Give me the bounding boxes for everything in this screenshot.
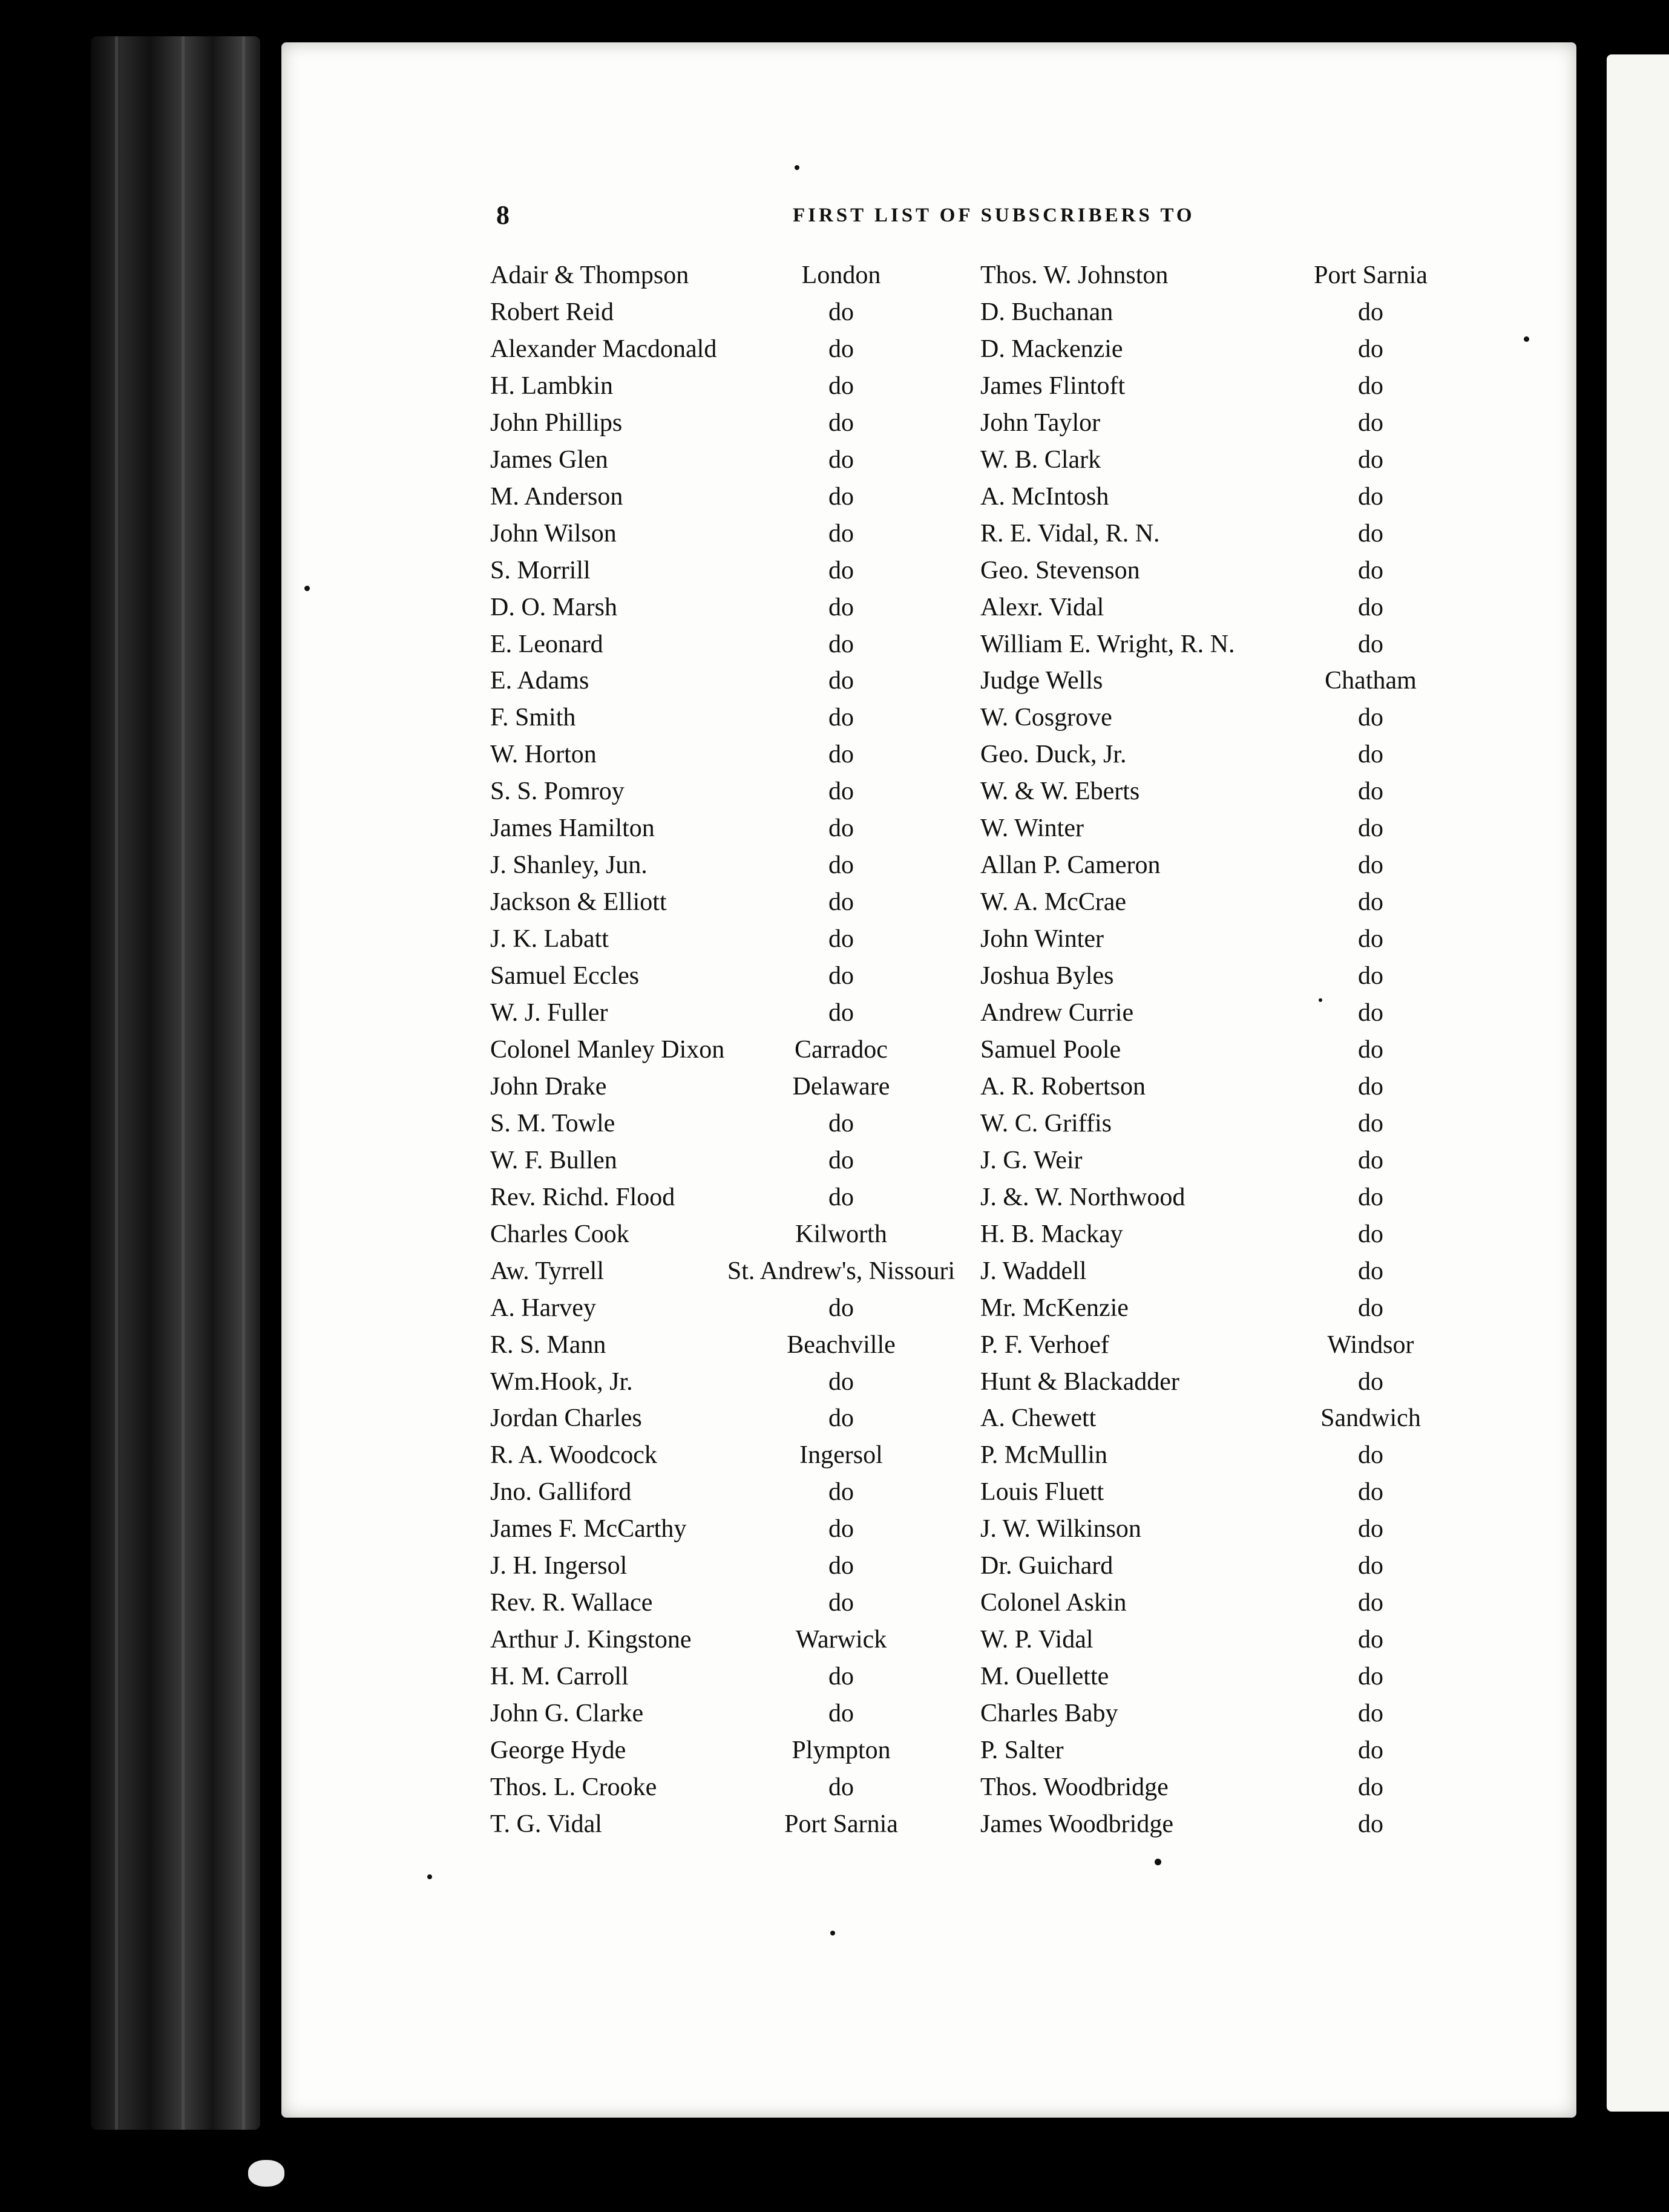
ink-speck <box>1319 998 1322 1002</box>
subscriber-name: Rev. R. Wallace <box>490 1589 653 1617</box>
subscriber-place: do <box>1358 335 1383 363</box>
subscriber-place: do <box>828 335 854 363</box>
subscriber-place: do <box>1358 1589 1383 1617</box>
ink-speck <box>830 1931 835 1936</box>
subscriber-name: Alexr. Vidal <box>980 594 1104 621</box>
subscriber-row <box>0 515 1669 552</box>
subscriber-place: do <box>1358 1220 1383 1248</box>
subscriber-name: H. M. Carroll <box>490 1663 629 1690</box>
subscriber-name: Allan P. Cameron <box>980 851 1161 879</box>
subscriber-row <box>0 1658 1669 1695</box>
subscriber-place: do <box>1358 1441 1383 1469</box>
subscriber-name: P. McMullin <box>980 1441 1108 1469</box>
subscriber-name: Wm.Hook, Jr. <box>490 1368 633 1396</box>
subscriber-row <box>0 1732 1669 1769</box>
subscriber-row <box>0 1621 1669 1658</box>
subscriber-place: do <box>828 1663 854 1690</box>
subscriber-row <box>0 1695 1669 1732</box>
subscriber-name: W. B. Clark <box>980 446 1101 474</box>
subscriber-place: do <box>828 1478 854 1506</box>
subscriber-name: Louis Fluett <box>980 1478 1104 1506</box>
subscriber-row <box>0 736 1669 773</box>
subscriber-name: Geo. Stevenson <box>980 557 1140 584</box>
subscriber-place: do <box>1358 1036 1383 1064</box>
subscriber-place: do <box>828 1552 854 1580</box>
subscriber-name: D. Mackenzie <box>980 335 1123 363</box>
subscriber-place: Beachville <box>787 1331 896 1359</box>
subscriber-row <box>0 552 1669 589</box>
subscriber-row <box>0 921 1669 958</box>
subscriber-name: R. E. Vidal, R. N. <box>980 520 1160 548</box>
ink-speck <box>427 1874 432 1879</box>
subscriber-name: Aw. Tyrrell <box>490 1257 604 1285</box>
subscriber-place: do <box>828 1515 854 1543</box>
subscriber-place: do <box>1358 1478 1383 1506</box>
subscriber-place: do <box>1358 1073 1383 1101</box>
subscriber-place: do <box>1358 298 1383 326</box>
subscriber-place: Port Sarnia <box>1314 261 1428 289</box>
subscriber-name: Dr. Guichard <box>980 1552 1113 1580</box>
subscriber-name: A. Chewett <box>980 1404 1097 1432</box>
subscriber-place: do <box>828 888 854 916</box>
subscriber-row <box>0 1474 1669 1511</box>
edge-blot <box>248 2160 284 2187</box>
subscriber-name: M. Anderson <box>490 483 623 511</box>
subscriber-name: Alexander Macdonald <box>490 335 717 363</box>
subscriber-name: John Taylor <box>980 409 1101 437</box>
subscriber-row <box>0 1032 1669 1068</box>
subscriber-place: do <box>828 1404 854 1432</box>
subscriber-name: A. Harvey <box>490 1294 596 1322</box>
subscriber-name: P. F. Verhoef <box>980 1331 1109 1359</box>
subscriber-name: W. Cosgrove <box>980 704 1112 731</box>
subscriber-place: Plympton <box>792 1736 891 1764</box>
subscriber-place: do <box>828 925 854 953</box>
subscriber-row <box>0 663 1669 699</box>
subscriber-row <box>0 1585 1669 1621</box>
subscriber-place: do <box>828 594 854 621</box>
subscriber-row <box>0 1105 1669 1142</box>
subscriber-place: do <box>1358 1700 1383 1727</box>
subscriber-name: E. Adams <box>490 667 589 695</box>
running-head: FIRST LIST OF SUBSCRIBERS TO <box>793 205 1195 226</box>
subscriber-row <box>0 884 1669 921</box>
subscriber-name: John Drake <box>490 1073 607 1101</box>
subscriber-place: do <box>828 1147 854 1174</box>
subscriber-row <box>0 1769 1669 1806</box>
subscriber-place: do <box>828 1773 854 1801</box>
subscriber-place: do <box>828 557 854 584</box>
subscriber-place: do <box>1358 1552 1383 1580</box>
subscriber-place: do <box>828 851 854 879</box>
subscriber-place: do <box>1358 1294 1383 1322</box>
subscriber-place: do <box>828 630 854 658</box>
subscriber-name: M. Ouellette <box>980 1663 1109 1690</box>
subscriber-name: Jno. Galliford <box>490 1478 632 1506</box>
subscriber-name: S. S. Pomroy <box>490 777 625 805</box>
subscriber-name: P. Salter <box>980 1736 1064 1764</box>
subscriber-place: do <box>1358 1257 1383 1285</box>
subscriber-name: James Glen <box>490 446 608 474</box>
subscriber-place: London <box>801 261 881 289</box>
subscriber-name: Robert Reid <box>490 298 614 326</box>
subscriber-name: W. P. Vidal <box>980 1626 1094 1654</box>
subscriber-row <box>0 442 1669 479</box>
subscriber-name: James Woodbridge <box>980 1810 1173 1838</box>
subscriber-name: W. & W. Eberts <box>980 777 1140 805</box>
subscriber-place: do <box>828 704 854 731</box>
subscriber-place: do <box>828 1700 854 1727</box>
subscriber-row <box>0 1364 1669 1401</box>
subscriber-row <box>0 847 1669 884</box>
subscriber-place: do <box>1358 1626 1383 1654</box>
subscriber-name: D. Buchanan <box>980 298 1113 326</box>
subscriber-name: R. S. Mann <box>490 1331 606 1359</box>
subscriber-row <box>0 958 1669 995</box>
subscriber-name: W. Horton <box>490 741 597 768</box>
subscriber-place: Warwick <box>795 1626 887 1654</box>
subscriber-place: do <box>828 409 854 437</box>
subscriber-name: Charles Baby <box>980 1700 1118 1727</box>
subscriber-place: do <box>1358 1515 1383 1543</box>
subscriber-name: W. Winter <box>980 814 1084 842</box>
subscriber-row <box>0 1068 1669 1105</box>
subscriber-name: A. McIntosh <box>980 483 1109 511</box>
subscriber-place: do <box>828 814 854 842</box>
subscriber-row <box>0 257 1669 294</box>
subscriber-name: W. A. McCrae <box>980 888 1127 916</box>
subscriber-name: John Wilson <box>490 520 617 548</box>
subscriber-place: do <box>1358 925 1383 953</box>
subscriber-row <box>0 1437 1669 1474</box>
subscriber-place: do <box>828 999 854 1027</box>
subscriber-place: do <box>828 1183 854 1211</box>
subscriber-row <box>0 1327 1669 1364</box>
subscriber-place: do <box>1358 1110 1383 1137</box>
subscriber-place: do <box>1358 1736 1383 1764</box>
ink-speck <box>304 586 310 591</box>
subscriber-name: S. M. Towle <box>490 1110 615 1137</box>
subscriber-place: do <box>1358 1147 1383 1174</box>
subscriber-name: Geo. Duck, Jr. <box>980 741 1127 768</box>
subscriber-place: do <box>828 446 854 474</box>
ink-speck <box>1524 336 1529 342</box>
subscriber-name: J. H. Ingersol <box>490 1552 628 1580</box>
subscriber-place: do <box>1358 741 1383 768</box>
subscriber-name: Judge Wells <box>980 667 1103 695</box>
subscriber-name: John Winter <box>980 925 1104 953</box>
subscriber-place: do <box>1358 372 1383 400</box>
subscriber-row <box>0 1290 1669 1327</box>
page-number: 8 <box>496 200 510 230</box>
subscriber-row <box>0 405 1669 442</box>
subscriber-place: do <box>828 1368 854 1396</box>
subscriber-place: do <box>828 372 854 400</box>
subscriber-name: Joshua Byles <box>980 962 1114 990</box>
subscriber-place: do <box>828 667 854 695</box>
subscriber-row <box>0 1806 1669 1843</box>
subscriber-name: F. Smith <box>490 704 576 731</box>
subscriber-name: D. O. Marsh <box>490 594 617 621</box>
subscriber-name: Arthur J. Kingstone <box>490 1626 692 1654</box>
subscriber-place: do <box>1358 409 1383 437</box>
subscriber-name: William E. Wright, R. N. <box>980 630 1235 658</box>
subscriber-place: do <box>1358 704 1383 731</box>
subscriber-place: St. Andrew's, Nissouri <box>727 1257 956 1285</box>
subscriber-place: Port Sarnia <box>784 1810 898 1838</box>
subscriber-row <box>0 1142 1669 1179</box>
subscriber-name: Hunt & Blackadder <box>980 1368 1179 1396</box>
subscriber-place: do <box>828 1110 854 1137</box>
subscriber-name: Samuel Poole <box>980 1036 1121 1064</box>
subscriber-row <box>0 995 1669 1032</box>
subscriber-name: James Hamilton <box>490 814 655 842</box>
subscriber-name: Charles Cook <box>490 1220 629 1248</box>
subscriber-row <box>0 810 1669 847</box>
subscriber-name: J. Shanley, Jun. <box>490 851 648 879</box>
subscriber-row <box>0 331 1669 368</box>
subscriber-place: do <box>1358 1183 1383 1211</box>
subscriber-name: T. G. Vidal <box>490 1810 602 1838</box>
subscriber-place: do <box>828 1589 854 1617</box>
subscriber-place: do <box>828 483 854 511</box>
subscriber-name: R. A. Woodcock <box>490 1441 657 1469</box>
subscriber-name: James Flintoft <box>980 372 1126 400</box>
subscriber-name: John G. Clarke <box>490 1700 644 1727</box>
subscriber-row <box>0 1548 1669 1585</box>
subscriber-place: do <box>1358 777 1383 805</box>
subscriber-place: do <box>828 1294 854 1322</box>
subscriber-place: do <box>1358 630 1383 658</box>
subscriber-place: do <box>1358 594 1383 621</box>
subscriber-name: J. Waddell <box>980 1257 1087 1285</box>
subscriber-name: John Phillips <box>490 409 623 437</box>
subscriber-place: do <box>1358 888 1383 916</box>
subscriber-place: do <box>828 298 854 326</box>
subscriber-place: do <box>1358 999 1383 1027</box>
subscriber-name: E. Leonard <box>490 630 603 658</box>
subscriber-row <box>0 773 1669 810</box>
subscriber-name: Colonel Manley Dixon <box>490 1036 725 1064</box>
subscriber-place: do <box>1358 962 1383 990</box>
subscriber-name: A. R. Robertson <box>980 1073 1146 1101</box>
subscriber-name: J. &. W. Northwood <box>980 1183 1185 1211</box>
subscriber-name: Thos. Woodbridge <box>980 1773 1169 1801</box>
subscriber-name: J. K. Labatt <box>490 925 609 953</box>
subscriber-place: do <box>1358 483 1383 511</box>
subscriber-name: Jackson & Elliott <box>490 888 667 916</box>
subscriber-place: do <box>1358 1368 1383 1396</box>
subscriber-row <box>0 1179 1669 1216</box>
subscriber-name: Rev. Richd. Flood <box>490 1183 675 1211</box>
subscriber-name: W. C. Griffis <box>980 1110 1112 1137</box>
subscriber-row <box>0 1400 1669 1437</box>
subscriber-name: George Hyde <box>490 1736 626 1764</box>
subscriber-name: Jordan Charles <box>490 1404 642 1432</box>
subscriber-name: Samuel Eccles <box>490 962 640 990</box>
subscriber-row <box>0 479 1669 515</box>
subscriber-name: Colonel Askin <box>980 1589 1127 1617</box>
subscriber-name: Thos. L. Crooke <box>490 1773 657 1801</box>
subscriber-place: do <box>1358 851 1383 879</box>
subscriber-name: J. G. Weir <box>980 1147 1083 1174</box>
ink-speck <box>1155 1859 1161 1865</box>
subscriber-row <box>0 626 1669 663</box>
subscriber-row <box>0 1216 1669 1253</box>
subscriber-name: H. B. Mackay <box>980 1220 1123 1248</box>
subscriber-name: J. W. Wilkinson <box>980 1515 1141 1543</box>
ink-speck <box>795 165 799 170</box>
subscriber-place: do <box>1358 520 1383 548</box>
subscriber-place: do <box>1358 557 1383 584</box>
subscriber-name: Andrew Currie <box>980 999 1134 1027</box>
subscriber-name: S. Morrill <box>490 557 591 584</box>
subscriber-row <box>0 1511 1669 1548</box>
subscriber-name: James F. McCarthy <box>490 1515 687 1543</box>
subscriber-name: Thos. W. Johnston <box>980 261 1169 289</box>
subscriber-row <box>0 1253 1669 1290</box>
subscriber-name: W. F. Bullen <box>490 1147 617 1174</box>
subscriber-place: do <box>828 741 854 768</box>
subscriber-place: Chatham <box>1325 667 1417 695</box>
subscriber-row <box>0 699 1669 736</box>
subscriber-place: do <box>1358 1663 1383 1690</box>
subscriber-place: Windsor <box>1327 1331 1414 1359</box>
subscriber-place: Ingersol <box>799 1441 883 1469</box>
subscriber-name: H. Lambkin <box>490 372 613 400</box>
subscriber-place: do <box>1358 446 1383 474</box>
subscriber-place: Delaware <box>792 1073 890 1101</box>
subscriber-place: do <box>1358 814 1383 842</box>
subscriber-place: do <box>828 520 854 548</box>
subscriber-place: Kilworth <box>795 1220 887 1248</box>
subscriber-place: do <box>828 962 854 990</box>
subscriber-place: do <box>1358 1810 1383 1838</box>
subscriber-name: Mr. McKenzie <box>980 1294 1129 1322</box>
subscriber-place: do <box>1358 1773 1383 1801</box>
subscriber-row <box>0 589 1669 626</box>
subscriber-name: W. J. Fuller <box>490 999 608 1027</box>
subscriber-place: Carradoc <box>795 1036 888 1064</box>
subscriber-place: do <box>828 777 854 805</box>
subscriber-row <box>0 368 1669 405</box>
subscriber-place: Sandwich <box>1320 1404 1421 1432</box>
subscriber-row <box>0 294 1669 331</box>
subscriber-name: Adair & Thompson <box>490 261 689 289</box>
